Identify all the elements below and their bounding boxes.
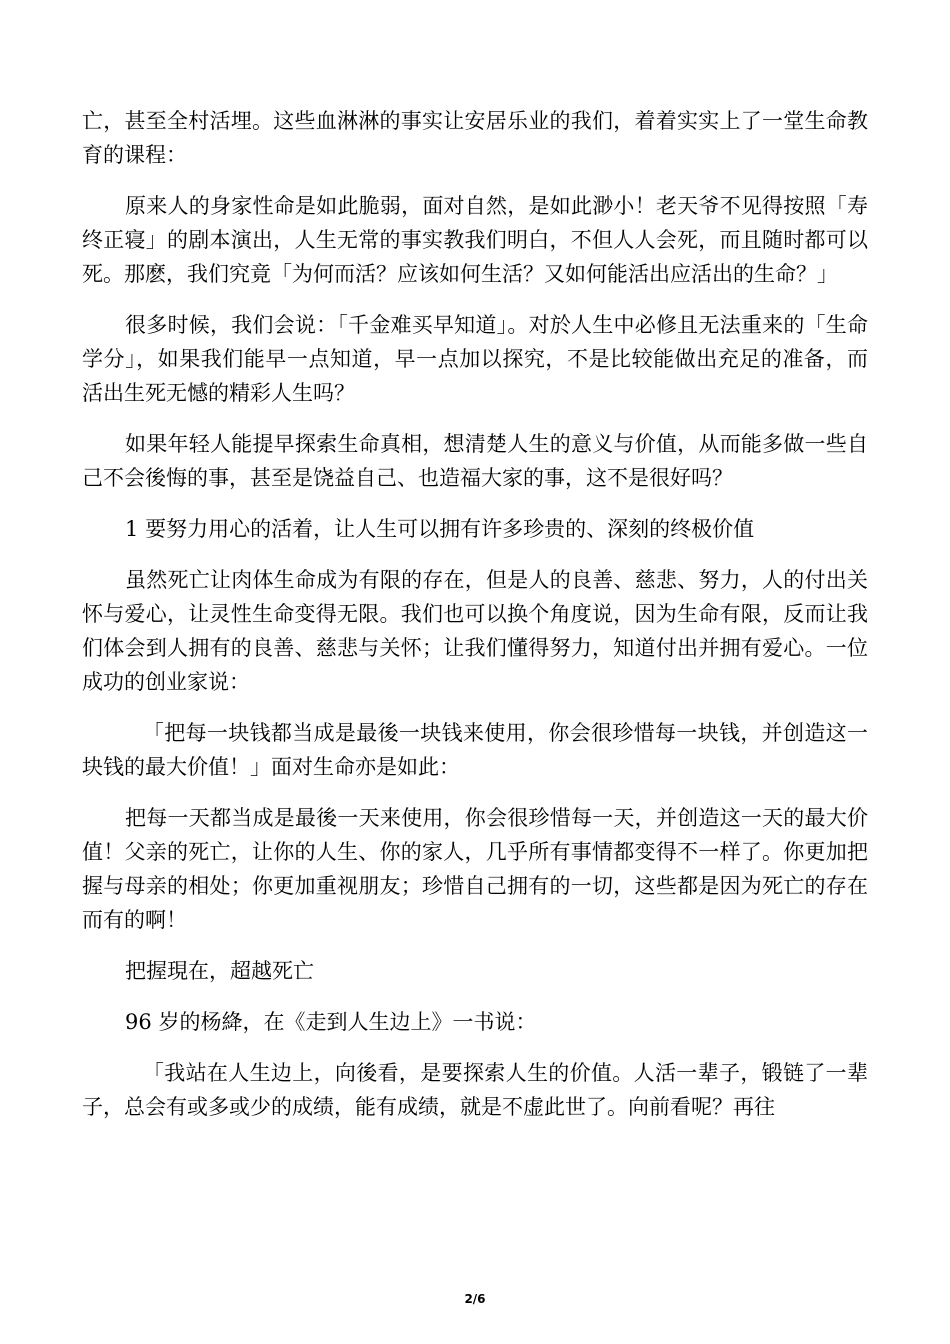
quote-paragraph-2: 「我站在人生边上，向後看，是要探索人生的价值。人活一辈子，锻链了一辈子，总会有或多或少的成绩，能有成绩，就是不虚此世了。向前看呢？再往 [82,1061,868,1119]
paragraph-4: 如果年轻人能提早探索生命真相，想清楚人生的意义与价值，从而能多做一些自己不会後悔的事，甚至是饶益自己、也造福大家的事，这不是很好吗？ [82,432,868,490]
paragraph-2: 原来人的身家性命是如此脆弱，面对自然，是如此渺小！老天爷不见得按照「寿终正寝」的剧本演出，人生无常的事实教我们明白，不但人人会死，而且随时都可以死。那麽，我们究竟「为何而活？应该如何生活？又如何能活出应活出的生命？」 [82,194,868,286]
section-heading-1: 1 要努力用心的活着，让人生可以拥有许多珍贵的、深刻的终极价值 [125,517,755,541]
paragraph-1: 亡，甚至全村活埋。这些血淋淋的事实让安居乐业的我们，着着实实上了一堂生命教育的课程： [82,109,868,167]
paragraph-3: 很多时候，我们会说：「千金难买早知道」。对於人生中必修且无法重来的「生命学分」，如果我们能早一点知道，早一点加以探究，不是比较能做出充足的准备，而活出生死无憾的精彩人生吗？ [82,313,868,405]
page-number: 2/6 [464,1292,486,1306]
document-body [82,104,868,1141]
paragraph-5: 虽然死亡让肉体生命成为有限的存在，但是人的良善、慈悲、努力，人的付出关怀与爱心，让灵性生命变得无限。我们也可以换个角度说，因为生命有限，反而让我们体会到人拥有的良善、慈悲与关怀；让我们懂得努力，知道付出并拥有爱心。一位成功的创业家说： [82,568,868,694]
section-heading-2: 把握現在，超越死亡 [125,959,315,983]
paragraph-7: 96 岁的杨絳，在《走到人生边上》一书说： [125,1010,537,1034]
paragraph-6: 把每一天都当成是最後一天来使用，你会很珍惜每一天，并创造这一天的最大价值！父亲的死亡，让你的人生、你的家人，几乎所有事情都变得不一样了。你更加把握与母亲的相处；你更加重视朋友；珍惜自己拥有的一切，这些都是因为死亡的存在而有的啊！ [82,806,868,932]
quote-paragraph-1: 「把每一块钱都当成是最後一块钱来使用，你会很珍惜每一块钱，并创造这一块钱的最大价值！」面对生命亦是如此： [82,721,868,779]
